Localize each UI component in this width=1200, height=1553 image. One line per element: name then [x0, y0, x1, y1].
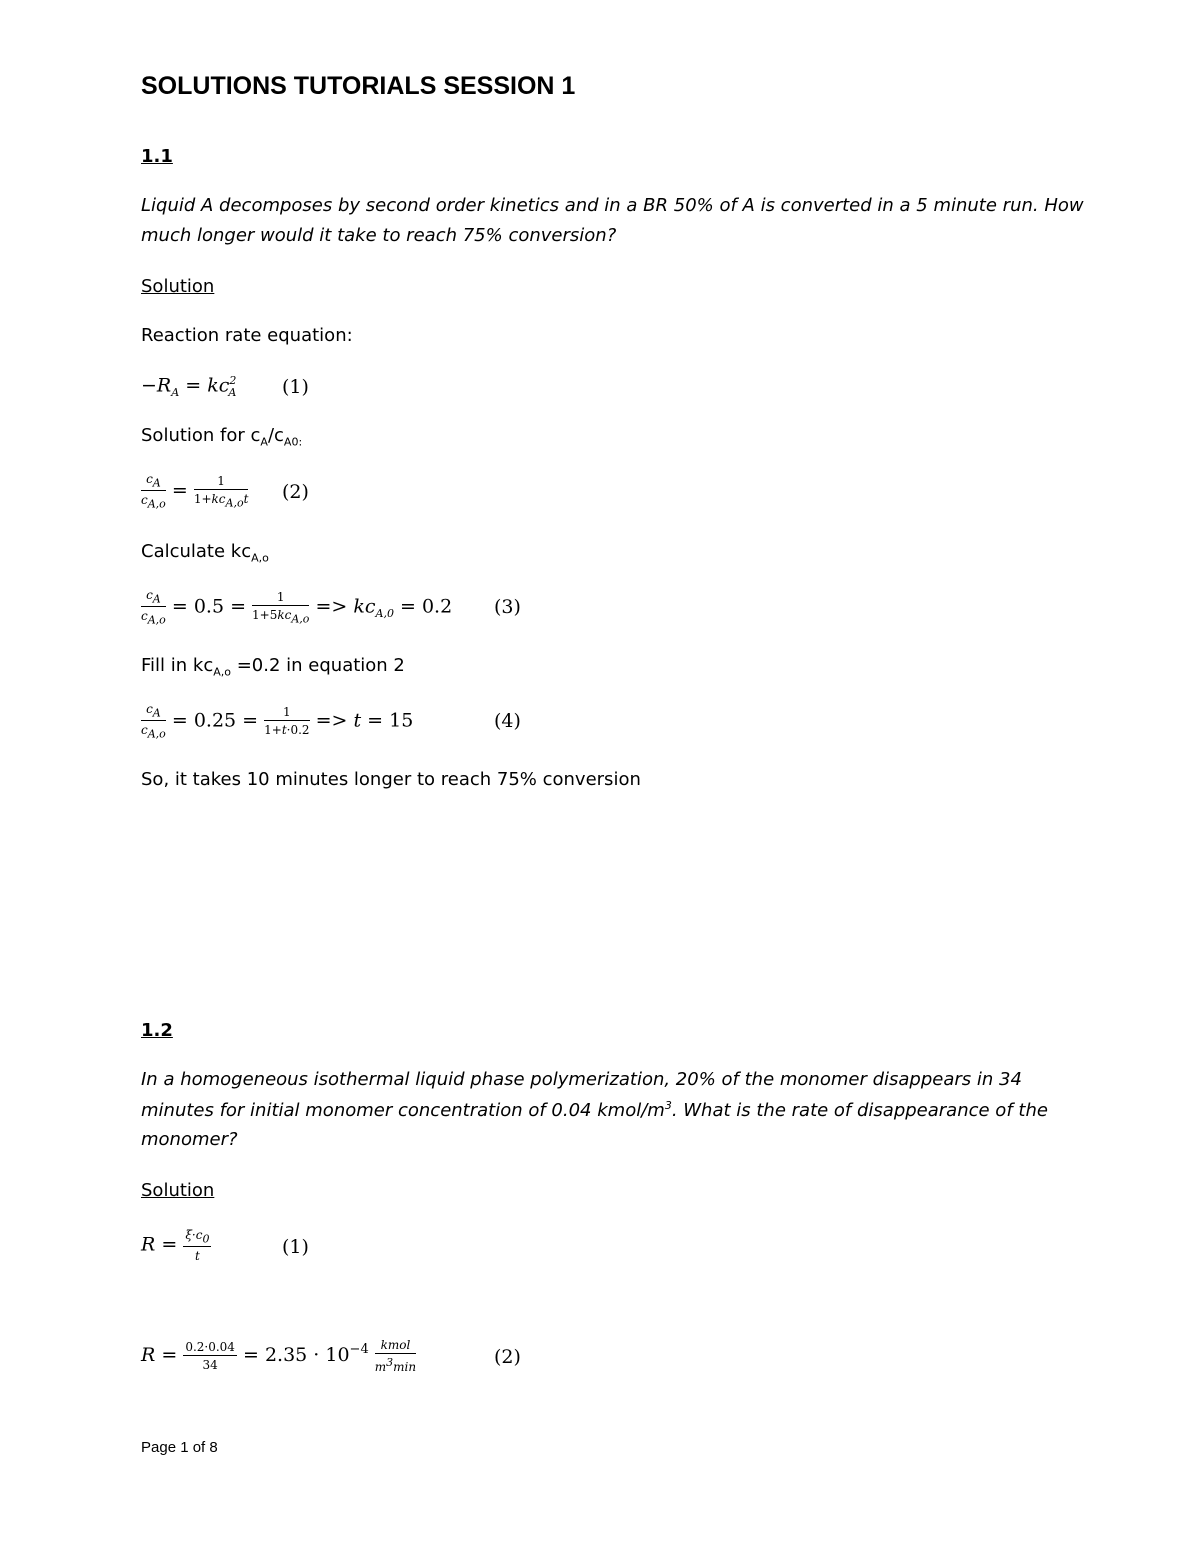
page-title: SOLUTIONS TUTORIALS SESSION 1: [141, 72, 576, 100]
fill-in-label: Fill in $kc_{A,o} =0.2$ in equation 2: [141, 655, 405, 679]
equation-3: $\frac{c_A}{c_{A,o}}$ = 0.5 = $\frac{1}{1+5kc_{A,o}}$ => $kc_{A,0} = 0.2$: [141, 588, 453, 627]
problem-2-statement-line-3: monomer?: [141, 1129, 238, 1150]
eq3-result: 0.2: [421, 595, 453, 618]
equation-2: $\frac{c_A}{c_{A,o}}$ = $\frac{1}{1+kc_{A,o}t}$: [141, 472, 249, 511]
problem-2-equation-2: R = $\frac{0.2\cdot 0.04}{34}$ = $2.35 \cdot 10^{-4}$ $\frac{\text{kmol}}{m^3\min}$: [141, 1338, 417, 1374]
problem-2-equation-1-tag: (1): [282, 1236, 309, 1258]
problem-1-statement-line-1: Liquid A decomposes by second order kinetics and in a BR 50% of A is converted in a 5 minute run. How: [141, 195, 1084, 216]
equation-4-tag: (4): [494, 710, 521, 732]
rate-equation-label: Reaction rate equation:: [141, 325, 353, 346]
problem-1-statement-line-2: much longer would it take to reach 75% conversion?: [141, 225, 617, 246]
p2-eq2-result: 2.35 · 10: [264, 1344, 350, 1366]
problem-2-equation-2-tag: (2): [494, 1346, 521, 1368]
problem-1-solution-label: Solution: [141, 276, 215, 297]
eq4-value: 0.25: [193, 709, 237, 732]
problem-2-statement-line-1: In a homogeneous isothermal liquid phase polymerization, 20% of the monomer disappears in 34: [141, 1069, 1022, 1090]
eq2-left-fraction: $\frac{c_A}{c_{A,o}}$: [141, 472, 166, 511]
eq3-right-fraction: $\frac{1}{1+5kc_{A,o}}$: [252, 589, 310, 626]
p2-eq2-exponent: −4: [349, 1342, 369, 1357]
equation-3-tag: (3): [494, 596, 521, 618]
equation-1-tag: (1): [282, 376, 309, 398]
p2-eq1-fraction: $\frac{\xi\cdot c_0}{t}$: [185, 1228, 210, 1264]
eq2-right-fraction: $\frac{1}{1+kc_{A,o}t}$: [193, 473, 249, 510]
eq4-left-fraction: $\frac{c_A}{c_{A,o}}$: [141, 702, 166, 741]
calculate-label: Calculate $kc_{A,o}$: [141, 541, 269, 565]
equation-4: $\frac{c_A}{c_{A,o}}$ = 0.25 = $\frac{1}{1+t\cdot 0.2}$ => t = 15: [141, 702, 414, 741]
problem-2-equation-1: R = $\frac{\xi\cdot c_0}{t}$: [141, 1228, 210, 1264]
equation-2-tag: (2): [282, 481, 309, 503]
problem-number-1-2: 1.2: [141, 1020, 173, 1041]
p2-eq2-fraction: $\frac{0.2\cdot 0.04}{34}$: [185, 1340, 235, 1372]
problem-1-conclusion: So, it takes 10 minutes longer to reach 75% conversion: [141, 769, 641, 790]
problem-2-solution-label: Solution: [141, 1180, 215, 1201]
eq4-right-fraction: $\frac{1}{1+t\cdot 0.2}$: [264, 705, 310, 738]
problem-2-statement-line-2: minutes for initial monomer concentration of 0.04 kmol/$m^3$. What is the rate of disappearance of the: [141, 1099, 1048, 1121]
page-footer: Page 1 of 8: [141, 1439, 218, 1456]
eq3-left-fraction: $\frac{c_A}{c_{A,o}}$: [141, 588, 166, 627]
eq3-value: 0.5: [193, 595, 225, 618]
solution-for-label: Solution for $c_A/c_{A0:}$: [141, 425, 303, 449]
p2-eq2-unit: $\frac{\text{kmol}}{m^3\min}$: [374, 1338, 417, 1374]
equation-1: $-R_A = kc^2_A$: [141, 374, 237, 400]
problem-number-1-1: 1.1: [141, 146, 173, 167]
eq4-result: 15: [389, 709, 414, 732]
